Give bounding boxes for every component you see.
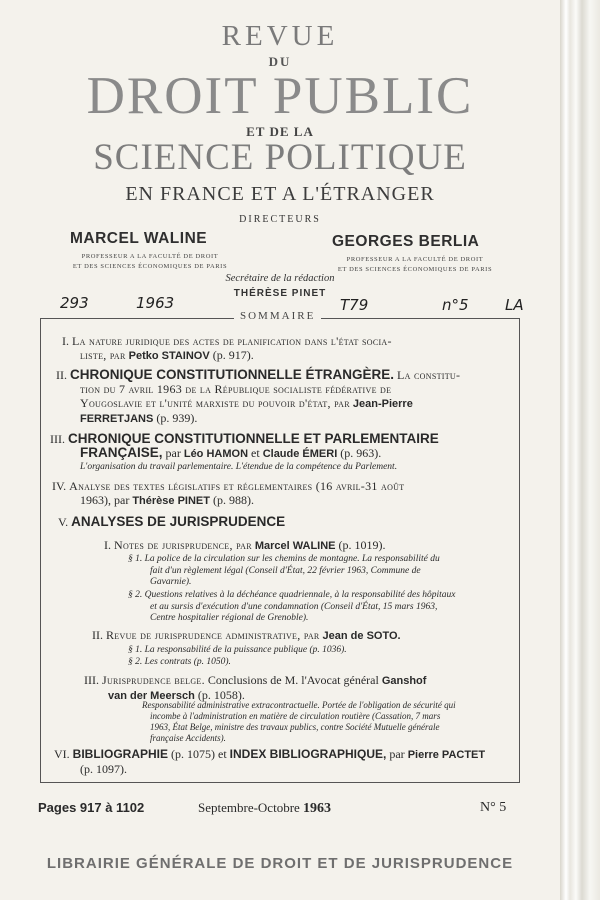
sommaire-item-v [58,515,285,529]
section-heading: ANALYSES DE JURISPRUDENCE [71,514,286,529]
item-number: II. [92,628,103,642]
item-number: III. [84,673,99,687]
author-name: Thérèse PINET [132,495,210,507]
director-right-line2: ET DES SCIENCES ÉCONOMIQUES DE PARIS [337,266,493,273]
item-text: La constitu- [397,368,461,382]
author-name: Marcel WALINE [254,540,336,552]
author-name: Claude ÉMERI [262,448,338,460]
subsection-line: § 2. Les contrats (p. 1050). [128,656,231,667]
item-text: Jurisprudence belge. [102,673,205,687]
note-line: incombe à l'administration en matière de circulation routière (Cassation, 7 mars [150,711,441,721]
section-heading: FRANÇAISE, [80,445,163,460]
author-name: Ganshof [381,675,427,687]
sommaire-title: SOMMAIRE [234,310,321,322]
handwritten-note-t79: T79 [340,296,369,314]
item-number: V. [58,515,69,529]
page-ref: (p. 1075) et [171,747,227,761]
footer-period-months: Septembre-Octobre [198,800,300,815]
item-text: Conclusions de M. l'Avocat général [207,673,379,687]
director-left-line2: ET DES SCIENCES ÉCONOMIQUES DE PARIS [72,263,228,270]
item-text: par [165,446,181,460]
author-name: FERRETJANS [80,413,154,425]
masthead-science-politique: SCIENCE POLITIQUE [93,137,467,178]
page-ref: (p. 963). [340,446,382,460]
footer-year: 1963 [303,801,332,816]
item-text: et [251,446,260,460]
note-line: Responsabilité administrative extracontractuelle. Portée de l'obligation de sécurité qui [142,700,456,710]
item-text: liste, par [80,348,126,362]
director-left-name: MARCEL WALINE [70,230,208,247]
footer-period [198,800,331,817]
item-number: IV. [52,479,67,493]
director-left-affiliation [55,252,245,272]
page-ref: (p. 939). [156,411,198,425]
subsection-line: fait d'un règlement légal (Conseil d'État, 22 février 1963, Commune de [150,565,421,576]
item-text: La nature juridique des actes de planification dans l'état socia- [72,334,392,348]
directeurs-heading: DIRECTEURS [239,214,321,225]
page-ref: (p. 988). [212,493,254,507]
item-text: Notes de jurisprudence, par [114,538,252,552]
page-edge [560,0,600,900]
note-line: française Accidents). [150,733,226,743]
subsection-line: § 1. La police de la circulation sur les chemins de montagne. La responsabilité du [128,554,440,564]
sommaire-item-v-2-sections [128,645,347,668]
author-name: Jean-Pierre [352,398,413,410]
item-number: VI. [54,747,70,761]
masthead-du: DU [268,54,292,69]
item-text: Yougoslavie et l'unité marxiste du pouvoir d'état, par [80,396,350,410]
page-ref: (p. 1019). [338,538,386,552]
author-name: Léo HAMON [183,448,249,460]
note-line: 1963, État Belge, ministre des travaux publics, contre Société Mutuelle générale [150,722,440,732]
sommaire-item-v-3 [84,673,514,703]
sommaire-item-iv [52,479,517,508]
director-left-line1: PROFESSEUR A LA FACULTÉ DE DROIT [81,253,219,260]
masthead-droit-public: DROIT PUBLIC [86,67,474,125]
author-name: Petko STAINOV [128,350,210,362]
item-number: III. [50,432,65,446]
secretaire-label: Secrétaire de la rédaction [225,273,335,284]
sommaire-item-v-3-note [142,700,456,744]
item-text: tion du 7 avril 1963 de la République socialiste fédérative de [80,382,392,396]
sommaire-item-v-1-s1 [128,554,440,589]
handwritten-note-1963: 1963 [136,294,175,312]
director-right-line1: PROFESSEUR A LA FACULTÉ DE DROIT [346,256,484,263]
item-number: I. [104,538,111,552]
author-name: Pierre PACTET [407,749,486,761]
item-number: I. [62,334,69,348]
section-heading: CHRONIQUE CONSTITUTIONNELLE ÉTRANGÈRE. [70,367,395,382]
handwritten-note-la: LA [505,296,524,314]
item-text: par [389,747,405,761]
sommaire-item-ii [56,368,516,426]
masthead-en-france: EN FRANCE ET A L'ÉTRANGER [125,183,435,205]
page-ref: (p. 917). [212,348,254,362]
handwritten-note-no5: n°5 [442,296,469,314]
item-text: 1963), par [80,493,130,507]
secretaire-name: THÉRÈSE PINET [233,288,327,299]
sommaire-item-iii-note: L'organisation du travail parlementaire. L'étendue de la compétence du Parlement. [80,462,398,472]
sommaire-item-vi [54,747,514,776]
subsection-line: § 1. La responsabilité de la puissance publique (p. 1036). [128,645,347,655]
director-right-affiliation [320,255,510,275]
masthead-et-de-la: ET DE LA [246,124,314,139]
sommaire-item-v-1 [104,538,386,553]
subsection-line: § 2. Questions relatives à la déchéance quadriennale, à la responsabilité des hôpitaux [128,590,456,600]
subsection-line: Gavarnie). [150,577,192,587]
handwritten-note-293: 293 [60,294,89,312]
publisher-name: LIBRAIRIE GÉNÉRALE DE DROIT ET DE JURISPRUDENCE [46,855,514,872]
sommaire-item-i [62,334,512,363]
author-name: Jean de SOTO. [322,630,401,642]
item-number: II. [56,368,67,382]
author-name: van der Meersch [108,690,195,702]
item-text: Revue de jurisprudence administrative, par [106,628,320,642]
footer-issue: N° 5 [480,800,507,815]
section-heading: INDEX BIBLIOGRAPHIQUE, [229,747,387,761]
sommaire-item-iii [50,432,515,461]
item-text: Analyse des textes législatifs et réglementaires (16 avril-31 août [69,479,405,493]
sommaire-item-v-1-s2 [128,590,456,625]
masthead-revue: REVUE [221,20,339,52]
page-ref: (p. 1097). [80,762,127,776]
page-ref: (p. 1058). [197,688,245,702]
footer-pages: Pages 917 à 1102 [38,800,145,815]
sommaire-item-v-2 [92,628,401,643]
director-right-name: GEORGES BERLIA [332,233,480,250]
section-heading: CHRONIQUE CONSTITUTIONNELLE ET PARLEMENTAIRE [68,431,439,446]
subsection-line: Centre hospitalier régional de Grenoble). [150,613,309,623]
section-heading: BIBLIOGRAPHIE [72,747,169,761]
subsection-line: et au sursis d'exécution d'une condamnation (Conseil d'État, 15 mars 1963, [150,601,438,612]
